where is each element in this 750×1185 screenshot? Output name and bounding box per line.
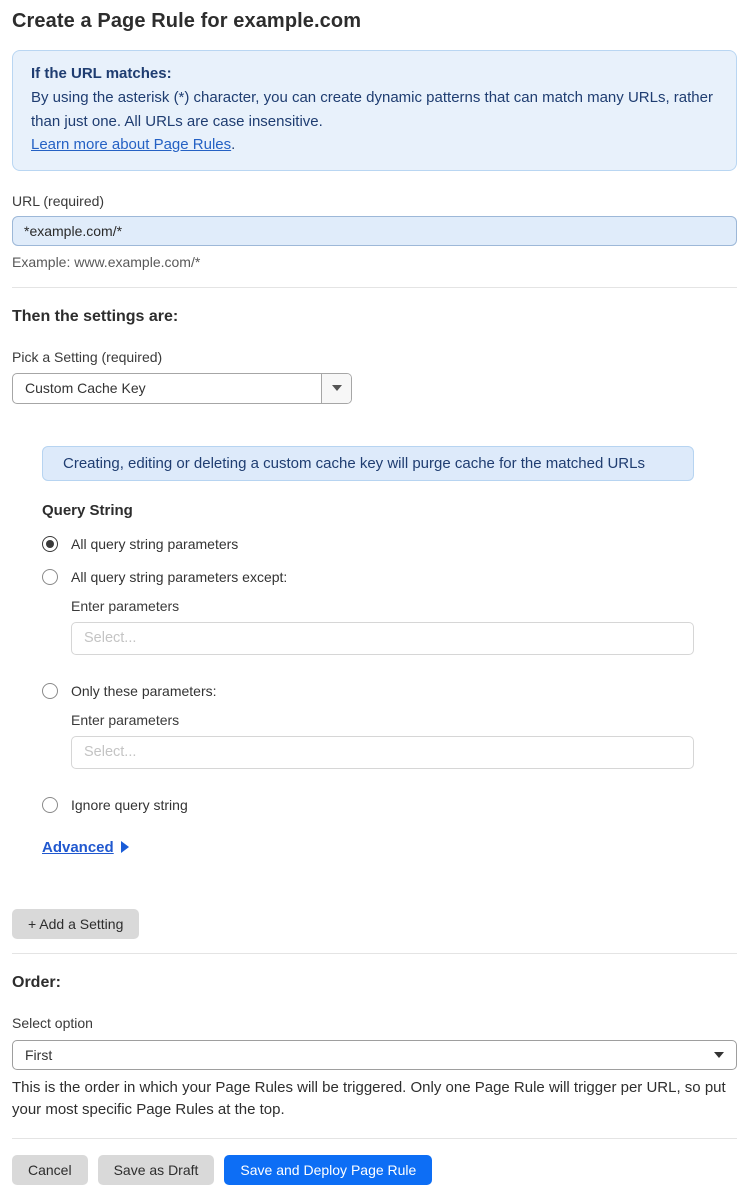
save-as-draft-button[interactable]: Save as Draft bbox=[98, 1155, 215, 1185]
radio-label: Ignore query string bbox=[71, 796, 188, 813]
query-string-heading: Query String bbox=[42, 501, 133, 519]
setting-dropdown[interactable] bbox=[12, 373, 352, 404]
order-select-label: Select option bbox=[12, 1014, 93, 1031]
radio-label: All query string parameters bbox=[71, 535, 239, 552]
order-select[interactable] bbox=[12, 1040, 737, 1070]
caret-right-icon bbox=[121, 841, 129, 853]
pick-setting-label: Pick a Setting (required) bbox=[12, 348, 163, 365]
radio-button[interactable] bbox=[42, 569, 58, 585]
url-example-hint: Example: www.example.com/* bbox=[12, 253, 201, 270]
footer-divider bbox=[12, 1138, 737, 1139]
radio-option-all-except[interactable] bbox=[42, 569, 694, 585]
radio-label: Only these parameters: bbox=[71, 682, 217, 699]
info-box-heading: If the URL matches: bbox=[31, 65, 172, 82]
order-heading: Order: bbox=[12, 973, 61, 991]
info-box-body: By using the asterisk (*) character, you can create dynamic patterns that can match many URLs, rather than just one. All URLs are case insensitive. bbox=[31, 89, 713, 130]
advanced-link[interactable] bbox=[42, 839, 129, 856]
footer-actions bbox=[12, 1155, 737, 1185]
custom-cache-key-panel bbox=[42, 446, 694, 857]
settings-heading: Then the settings are: bbox=[12, 307, 179, 325]
enter-parameters-label: Enter parameters bbox=[71, 711, 180, 728]
add-setting-button[interactable]: + Add a Setting bbox=[12, 909, 139, 939]
cancel-button[interactable]: Cancel bbox=[12, 1155, 88, 1185]
save-and-deploy-button[interactable]: Save and Deploy Page Rule bbox=[224, 1155, 432, 1185]
setting-dropdown-button[interactable] bbox=[321, 374, 351, 403]
radio-button[interactable] bbox=[42, 797, 58, 813]
section-divider bbox=[12, 287, 737, 288]
order-select-value: First bbox=[25, 1046, 53, 1063]
only-parameters-input[interactable] bbox=[71, 736, 694, 769]
url-input[interactable] bbox=[12, 216, 737, 246]
radio-button[interactable] bbox=[42, 683, 58, 699]
caret-down-icon bbox=[714, 1052, 724, 1058]
learn-more-link[interactable]: Learn more about Page Rules bbox=[31, 136, 232, 154]
page-title: Create a Page Rule for example.com bbox=[12, 10, 362, 32]
radio-button[interactable] bbox=[42, 536, 58, 552]
except-parameters-input[interactable] bbox=[71, 622, 694, 655]
radio-option-ignore-qs[interactable] bbox=[42, 797, 694, 813]
order-help-text: This is the order in which your Page Rules will be triggered. Only one Page Rule will trigger per URL, so put your most specific Page Rules at the top. bbox=[12, 1078, 726, 1119]
caret-down-icon bbox=[332, 385, 342, 391]
url-field-label: URL (required) bbox=[12, 192, 105, 209]
setting-dropdown-value: Custom Cache Key bbox=[25, 380, 146, 397]
radio-option-only-these[interactable] bbox=[42, 683, 694, 699]
purge-cache-notice: Creating, editing or deleting a custom cache key will purge cache for the matched URLs bbox=[42, 446, 694, 481]
section-divider bbox=[12, 953, 737, 954]
enter-parameters-label: Enter parameters bbox=[71, 597, 180, 614]
radio-option-all-params[interactable] bbox=[42, 536, 694, 552]
url-match-info-box bbox=[12, 50, 737, 171]
advanced-link-label: Advanced bbox=[42, 838, 114, 856]
radio-label: All query string parameters except: bbox=[71, 568, 288, 585]
link-period: . bbox=[231, 136, 236, 154]
